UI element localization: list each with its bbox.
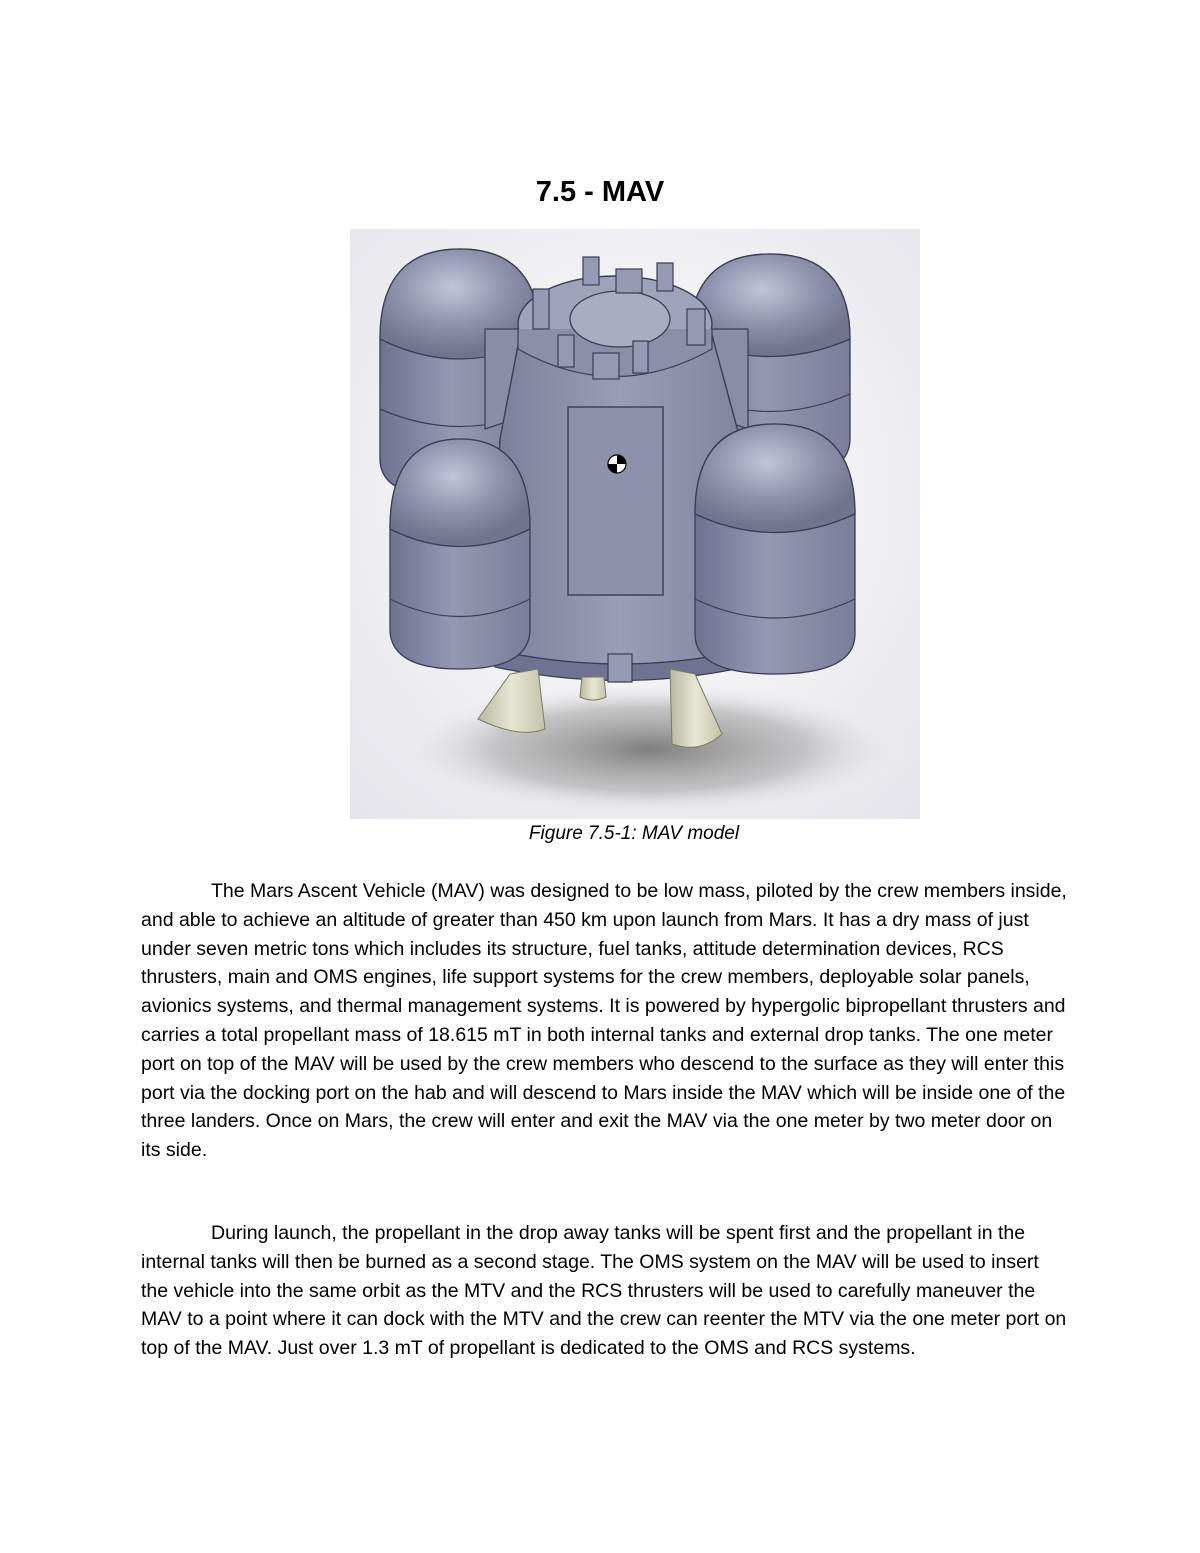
body-paragraph: The Mars Ascent Vehicle (MAV) was designed to be low mass, piloted by the crew members inside, and able to achieve an altitude of greater than 450 km upon launch from Mars. It has a dry mass of just under seven metric tons which includes its structure, fuel tanks, attitude determination devices, RCS thrusters, main and OMS engines, life support systems for the crew members, deployable solar panels, avionics systems, and thermal management systems. It is powered by hypergolic bipropellant thrusters and carries a total propellant mass of 18.615 mT in both internal tanks and external drop tanks. The one meter port on top of the MAV will be used by the crew members who descend to the surface as they will enter this port via the docking port on the hab and will descend to Mars inside the MAV which will be inside one of the three landers. Once on Mars, the crew will enter and exit the MAV via the one meter by two meter door on its side. [141,880,1067,1162]
body-paragraph: During launch, the propellant in the drop away tanks will be spent first and the propellant in the internal tanks will then be burned as a second stage. The OMS system on the MAV will be used to insert the vehicle into the same orbit as the MTV and the RCS thrusters will be used to carefully maneuver the MAV to a point where it can dock with the MTV and the crew can reenter the MTV via the one meter port on top of the MAV. Just over 1.3 mT of propellant is dedicated to the OMS and RCS systems. [141,1222,1067,1360]
section-title: 7.5 - MAV [535,176,665,208]
front-left-tank [390,439,530,669]
figure-caption: Figure 7.5-1: MAV model [528,823,740,844]
mav-model-image [350,229,920,819]
mav-model-figure [350,229,920,819]
front-right-tank [695,424,855,674]
side-door [568,407,663,595]
